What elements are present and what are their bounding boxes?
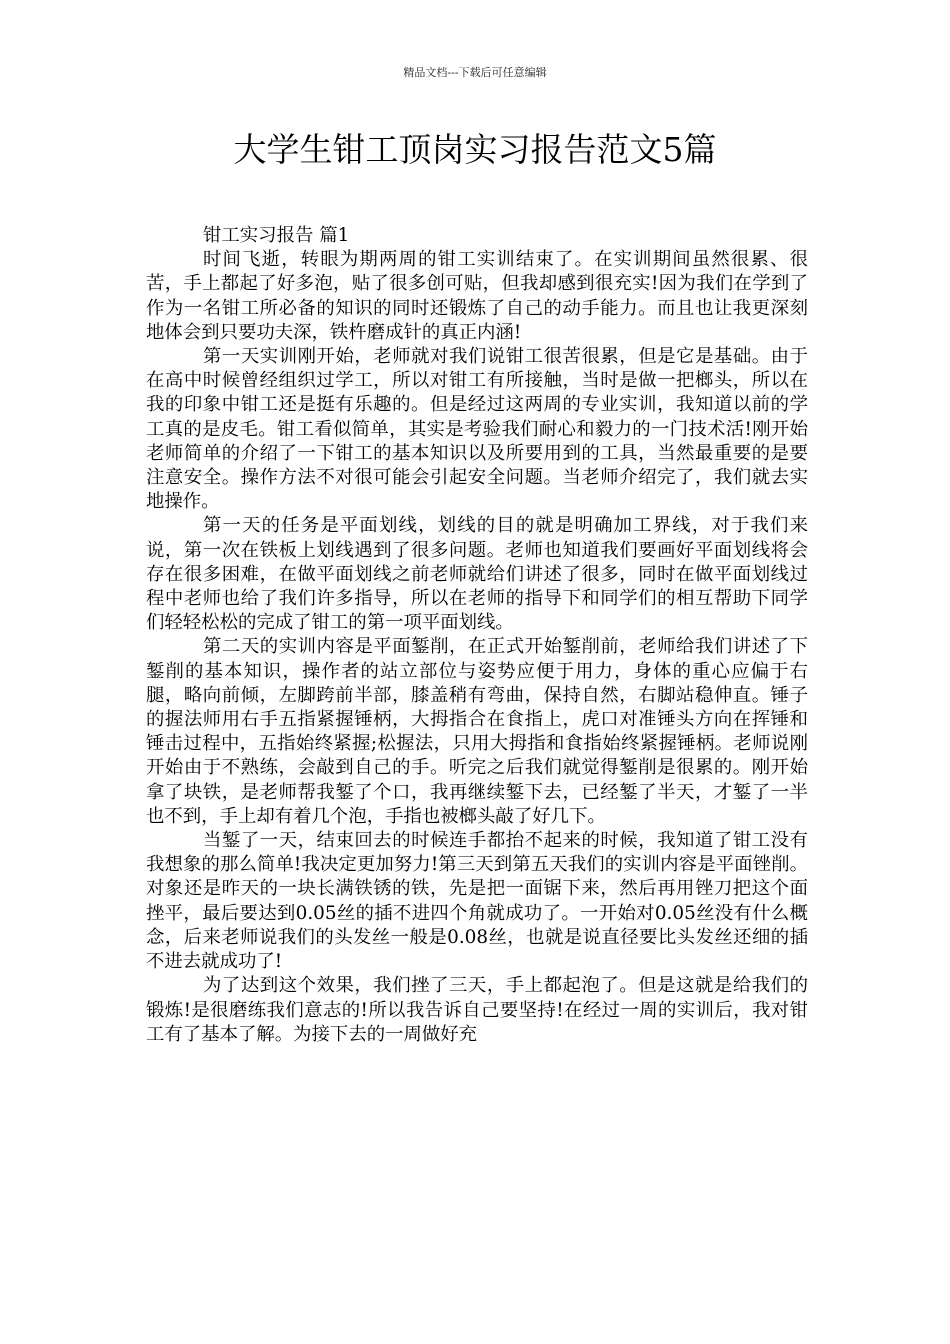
section-heading: 钳工实习报告 篇1 bbox=[203, 225, 350, 246]
paragraph-4: 第二天的实训内容是平面錾削，在正式开始錾削前，老师给我们讲述了下錾削的基本知识，操作者的站立部位与姿势应便于用力，身体的重心应偏于右腿，略向前倾，左脚跨前半部，膝盖稍有弯曲，保持自然，右脚站稳伸直。锤子的握法师用右手五指紧握锤柄，大拇指合在食指上，虎口对准锤头方向在挥锤和锤击过程中，五指始终紧握;松握法，只用大拇指和食指始终紧握锤柄。老师说刚开始由于不熟练，会敲到自己的手。听完之后我们就觉得錾削是很累的。刚开始拿了块铁，是老师帮我錾了个口，我再继续錾下去，已经錾了半天，才錾了一半也不到，手上却有着几个泡，手指也被榔头敲了好几下。 bbox=[146, 636, 808, 827]
paragraph-5: 当錾了一天，结束回去的时候连手都抬不起来的时候，我知道了钳工没有我想象的那么简单!我决定更加努力!第三天到第五天我们的实训内容是平面锉削。对象还是昨天的一块长满铁锈的铁，先是把一面锯下来，然后再用锉刀把这个面挫平，最后要达到0.05丝的插不进四个角就成功了。一开始对0.05丝没有什么概念，后来老师说我们的头发丝一般是0.08丝，也就是说直径要比头发丝还细的插不进去就成功了! bbox=[146, 830, 808, 973]
document-title: 大学生钳工顶岗实习报告范文5篇 bbox=[233, 130, 717, 169]
paragraph-3: 第一天的任务是平面划线，划线的目的就是明确加工界线，对于我们来说，第一次在铁板上划线遇到了很多问题。老师也知道我们要画好平面划线将会存在很多困难，在做平面划线之前老师就给们讲述了很多，同时在做平面划线过程中老师也给了我们许多指导，所以在老师的指导下和同学们的相互帮助下同学们轻轻松松的完成了钳工的第一项平面划线。 bbox=[146, 515, 808, 634]
paragraph-1: 时间飞逝，转眼为期两周的钳工实训结束了。在实训期间虽然很累、很苦，手上都起了好多泡，贴了很多创可贴，但我却感到很充实!因为我们在学到了作为一名钳工所必备的知识的同时还锻炼了自己的动手能力。而且也让我更深刻地体会到只要功夫深，铁杵磨成针的真正内涵! bbox=[146, 249, 808, 343]
paragraph-6: 为了达到这个效果，我们挫了三天，手上都起泡了。但是这就是给我们的锻炼!是很磨练我们意志的!所以我告诉自己要坚持!在经过一周的实训后，我对钳工有了基本了解。为接下去的一周做好充 bbox=[146, 975, 808, 1045]
paragraph-2: 第一天实训刚开始，老师就对我们说钳工很苦很累，但是它是基础。由于在高中时候曾经组织过学工，所以对钳工有所接触，当时是做一把榔头，所以在我的印象中钳工还是挺有乐趣的。但是经过这两周的专业实训，我知道以前的学工真的是皮毛。钳工看似简单，其实是考验我们耐心和毅力的一门技术活!刚开始老师简单的介绍了一下钳工的基本知识以及所要用到的工具，当然最重要的是要注意安全。操作方法不对很可能会引起安全问题。当老师介绍完了，我们就去实地操作。 bbox=[146, 346, 808, 513]
page-header-note: 精品文档---下载后可任意编辑 bbox=[403, 66, 547, 79]
document-body bbox=[146, 224, 808, 1047]
